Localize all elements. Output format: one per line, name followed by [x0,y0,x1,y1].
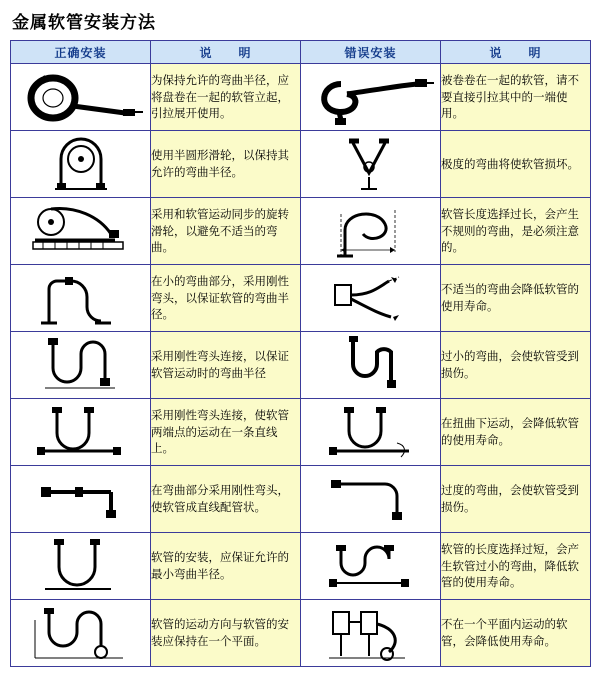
correct-description: 采用和软管运动同步的旋转滑轮，以避免不适当的弯曲。 [151,198,301,265]
table-row [11,332,591,399]
header-wrong-install: 错误安装 [301,41,441,64]
header-correct-description: 说 明 [151,41,301,64]
correct-figure-cell [11,332,151,399]
correct-figure-cell [11,533,151,600]
correct-description: 在小的弯曲部分，采用刚性弯头，以保证软管的弯曲半径。 [151,265,301,332]
wrong-description: 在扭曲下运动，会降低软管的使用寿命。 [441,399,591,466]
correct-figure-cell [11,265,151,332]
wrong-description: 被卷卷在一起的软管，请不要直接引拉其中的一端使用。 [441,64,591,131]
table-row [11,533,591,600]
motion-out-of-plane-icon [305,602,437,664]
wrong-description: 软管的长度选择过短，会产生软管过小的弯曲，降低软管的使用寿命。 [441,533,591,600]
coiled-hose-standing-upright-icon [15,66,147,128]
overlong-hose-small-bend-icon [305,535,437,597]
rigid-elbow-straight-pipe-layout-icon [15,468,147,530]
correct-description: 软管的安装，应保证允许的最小弯曲半径。 [151,533,301,600]
table-row [11,64,591,131]
correct-description: 采用刚性弯头连接，以保证软管运动时的弯曲半径 [151,332,301,399]
installation-methods-table [10,40,591,667]
correct-description: 采用刚性弯头连接，使软管两端点的运动在一条直线上。 [151,399,301,466]
excessive-bend-at-corner-icon [305,468,437,530]
table-row [11,131,591,198]
wrong-figure-cell [301,64,441,131]
wrong-figure-cell [301,332,441,399]
table-row [11,198,591,265]
correct-description: 为保持允许的弯曲半径，应将盘卷在一起的软管立起，引拉展开使用。 [151,64,301,131]
wrong-figure-cell [301,265,441,332]
wrong-description: 不适当的弯曲会降低软管的使用寿命。 [441,265,591,332]
u-shape-minimum-bend-radius-icon [15,535,147,597]
too-small-bend-radius-loop-icon [305,334,437,396]
wrong-figure-cell [301,198,441,265]
header-row [11,41,591,64]
coiled-hose-pulled-straight-icon [305,66,437,128]
header-correct-install: 正确安装 [11,41,151,64]
semicircular-guide-pulley-icon [15,133,147,195]
correct-figure-cell [11,600,151,667]
rotating-pulley-with-chain-icon [15,200,147,262]
correct-description: 在弯曲部分采用刚性弯头，使软管成直线配管状。 [151,466,301,533]
page-title: 金属软管安装方法 [12,13,156,33]
correct-figure-cell [11,131,151,198]
table-row [11,399,591,466]
loose-long-hose-irregular-bend-icon [305,200,437,262]
wrong-figure-cell [301,131,441,198]
correct-figure-cell [11,466,151,533]
rigid-elbows-both-ends-straight-line-icon [15,401,147,463]
wrong-figure-cell [301,533,441,600]
header-wrong-description: 说 明 [441,41,591,64]
wrong-figure-cell [301,466,441,533]
motion-direction-same-plane-icon [15,602,147,664]
table-row [11,600,591,667]
wrong-figure-cell [301,600,441,667]
wrong-description: 不在一个平面内运动的软管，会降低使用寿命。 [441,600,591,667]
table-row [11,265,591,332]
correct-figure-cell [11,399,151,466]
wrong-figure-cell [301,399,441,466]
wrong-description: 极度的弯曲将使软管损坏。 [441,131,591,198]
wrong-description: 过小的弯曲，会使软管受到损伤。 [441,332,591,399]
correct-figure-cell [11,198,151,265]
wrong-description: 过度的弯曲，会使软管受到损伤。 [441,466,591,533]
improper-tight-bend-at-fitting-icon [305,267,437,329]
sharp-v-bend-over-pin-icon [305,133,437,195]
table-header [11,41,591,64]
twisting-u-bend-motion-icon [305,401,437,463]
correct-figure-cell [11,64,151,131]
correct-description: 软管的运动方向与软管的安装应保持在一个平面。 [151,600,301,667]
table-body [11,64,591,667]
table-row [11,466,591,533]
wrong-description: 软管长度选择过长，会产生不规则的弯曲，是必须注意的。 [441,198,591,265]
rigid-elbow-u-loop-connection-icon [15,334,147,396]
rigid-elbow-at-small-bend-icon [15,267,147,329]
correct-description: 使用半圆形滑轮，以保持其允许的弯曲半径。 [151,131,301,198]
